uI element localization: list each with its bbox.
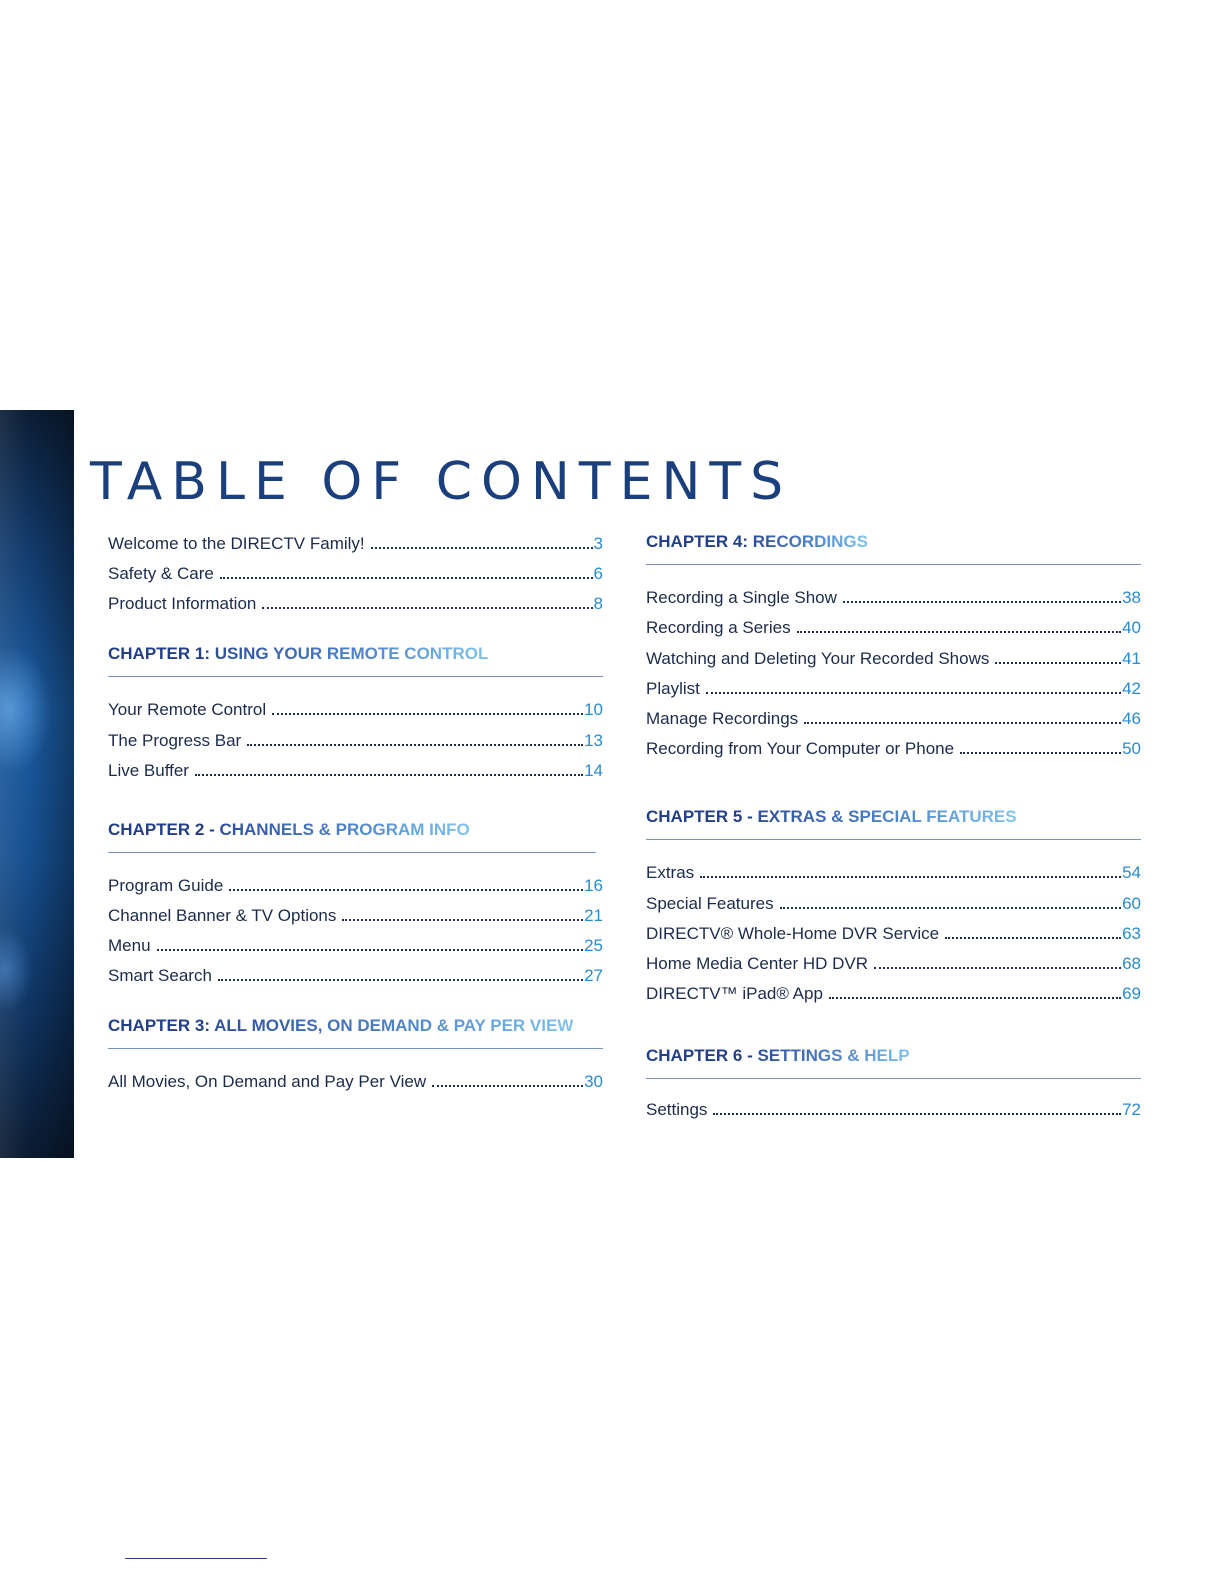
- toc-entry-label: Smart Search: [108, 966, 212, 985]
- toc-entry-label: Safety & Care: [108, 564, 214, 583]
- dot-leader: [945, 937, 1121, 939]
- toc-page-number: 27: [584, 966, 603, 985]
- toc-entry-label: Live Buffer: [108, 761, 189, 780]
- toc-page-number: 6: [593, 564, 603, 583]
- page-title: TABLE OF CONTENTS: [90, 452, 793, 512]
- chapter-name: CHANNELS & PROGRAM INFO: [219, 820, 470, 839]
- toc-entry-label: Home Media Center HD DVR: [646, 954, 869, 973]
- dot-leader: [262, 607, 592, 609]
- dot-leader: [229, 889, 583, 891]
- dot-leader: [960, 752, 1121, 754]
- chapter-prefix: CHAPTER 1:: [108, 644, 211, 663]
- toc-entry-label: Playlist: [646, 679, 700, 698]
- toc-entry-label: Product Information: [108, 594, 257, 613]
- toc-page-number: 68: [1122, 954, 1141, 973]
- toc-entry-recording-computer-phone[interactable]: [646, 735, 1141, 759]
- toc-page-number: 16: [584, 876, 603, 895]
- dot-leader: [874, 967, 1121, 969]
- chapter-5-heading[interactable]: [646, 807, 1141, 840]
- dot-leader: [195, 774, 583, 776]
- dot-leader: [706, 692, 1121, 694]
- toc-entry-label: All Movies, On Demand and Pay Per View: [108, 1072, 427, 1091]
- toc-entry-settings[interactable]: [646, 1096, 1141, 1120]
- toc-entry-label: Recording from Your Computer or Phone: [646, 739, 955, 758]
- toc-page-number: 8: [593, 594, 603, 613]
- chapter-3-heading[interactable]: [108, 1016, 603, 1049]
- toc-entry-ipad-app[interactable]: [646, 980, 1141, 1004]
- toc-entry-series[interactable]: [646, 614, 1141, 638]
- chapter-name: ALL MOVIES, ON DEMAND & PAY PER VIEW: [214, 1016, 574, 1035]
- toc-page-number: 14: [584, 761, 603, 780]
- dot-leader: [371, 547, 593, 549]
- chapter-name: RECORDINGS: [752, 532, 868, 551]
- toc-page-number: 50: [1122, 739, 1141, 758]
- toc-page-number: 3: [593, 534, 603, 553]
- toc-entry-label: Menu: [108, 936, 151, 955]
- toc-page-number: 46: [1122, 709, 1141, 728]
- toc-page-number: 42: [1122, 679, 1141, 698]
- dot-leader: [247, 744, 583, 746]
- toc-entry-label: Program Guide: [108, 876, 224, 895]
- toc-page-number: 60: [1122, 894, 1141, 913]
- toc-entry-progress-bar[interactable]: [108, 727, 603, 751]
- toc-entry-live-buffer[interactable]: [108, 757, 603, 781]
- chapter-4-heading[interactable]: [646, 532, 1141, 565]
- dot-leader: [342, 919, 583, 921]
- toc-entry-single-show[interactable]: [646, 584, 1141, 608]
- dot-leader: [995, 662, 1121, 664]
- toc-entry-label: Manage Recordings: [646, 709, 799, 728]
- toc-entry-whole-home-dvr[interactable]: [646, 920, 1141, 944]
- dot-leader: [797, 631, 1122, 633]
- chapter-name: SETTINGS & HELP: [757, 1046, 910, 1065]
- chapter-2-heading[interactable]: [108, 820, 596, 853]
- chapter-6-heading[interactable]: [646, 1046, 1141, 1079]
- chapter-name: USING YOUR REMOTE CONTROL: [214, 644, 489, 663]
- footer-rule: [125, 1558, 267, 1559]
- toc-entry-label: Recording a Single Show: [646, 588, 837, 607]
- toc-entry-home-media-center[interactable]: [646, 950, 1141, 974]
- chapter-1-heading[interactable]: [108, 644, 603, 677]
- decorative-side-bar: [0, 410, 74, 1158]
- chapter-prefix: CHAPTER 6 -: [646, 1046, 753, 1065]
- dot-leader: [432, 1085, 583, 1087]
- toc-page-number: 13: [584, 731, 603, 750]
- toc-entry-label: DIRECTV® Whole-Home DVR Service: [646, 924, 940, 943]
- chapter-name: EXTRAS & SPECIAL FEATURES: [757, 807, 1017, 826]
- dot-leader: [780, 907, 1122, 909]
- toc-entry-extras[interactable]: [646, 859, 1141, 883]
- toc-page-number: 38: [1122, 588, 1141, 607]
- toc-entry-special-features[interactable]: [646, 890, 1141, 914]
- toc-page-number: 10: [584, 700, 603, 719]
- toc-entry-label: Your Remote Control: [108, 700, 267, 719]
- toc-entry-label: Special Features: [646, 894, 774, 913]
- toc-entry-manage-recordings[interactable]: [646, 705, 1141, 729]
- toc-entry-label: DIRECTV™ iPad® App: [646, 984, 823, 1003]
- toc-entry-program-guide[interactable]: [108, 872, 603, 896]
- dot-leader: [157, 949, 584, 951]
- toc-entry-menu[interactable]: [108, 932, 603, 956]
- toc-entry-label: Welcome to the DIRECTV Family!: [108, 534, 365, 553]
- toc-page-number: 63: [1122, 924, 1141, 943]
- toc-entry-label: Settings: [646, 1100, 708, 1119]
- toc-page-number: 25: [584, 936, 603, 955]
- toc-entry-label: Channel Banner & TV Options: [108, 906, 337, 925]
- toc-page-number: 69: [1122, 984, 1141, 1003]
- toc-entry-label: Watching and Deleting Your Recorded Shows: [646, 649, 990, 668]
- toc-page-number: 41: [1122, 649, 1141, 668]
- dot-leader: [843, 601, 1121, 603]
- toc-entry-watching-deleting[interactable]: [646, 645, 1141, 669]
- toc-entry-label: The Progress Bar: [108, 731, 242, 750]
- toc-entry-label: Recording a Series: [646, 618, 791, 637]
- toc-entry-remote-control[interactable]: [108, 696, 603, 720]
- toc-entry-safety[interactable]: [108, 560, 603, 584]
- dot-leader: [829, 997, 1121, 999]
- toc-entry-welcome[interactable]: [108, 530, 603, 554]
- toc-entry-all-movies[interactable]: [108, 1068, 603, 1092]
- dot-leader: [272, 713, 583, 715]
- toc-page-number: 54: [1122, 863, 1141, 882]
- toc-entry-product-info[interactable]: [108, 590, 603, 614]
- dot-leader: [700, 876, 1121, 878]
- toc-page-number: 30: [584, 1072, 603, 1091]
- toc-entry-channel-banner[interactable]: [108, 902, 603, 926]
- toc-entry-smart-search[interactable]: [108, 962, 603, 986]
- dot-leader: [713, 1113, 1121, 1115]
- chapter-prefix: CHAPTER 4:: [646, 532, 749, 551]
- chapter-prefix: CHAPTER 2 -: [108, 820, 215, 839]
- chapter-prefix: CHAPTER 3:: [108, 1016, 211, 1035]
- dot-leader: [220, 577, 593, 579]
- dot-leader: [218, 979, 583, 981]
- toc-page-number: 21: [584, 906, 603, 925]
- dot-leader: [804, 722, 1121, 724]
- toc-entry-label: Extras: [646, 863, 695, 882]
- toc-page-number: 72: [1122, 1100, 1141, 1119]
- chapter-prefix: CHAPTER 5 -: [646, 807, 753, 826]
- toc-page-number: 40: [1122, 618, 1141, 637]
- toc-entry-playlist[interactable]: [646, 675, 1141, 699]
